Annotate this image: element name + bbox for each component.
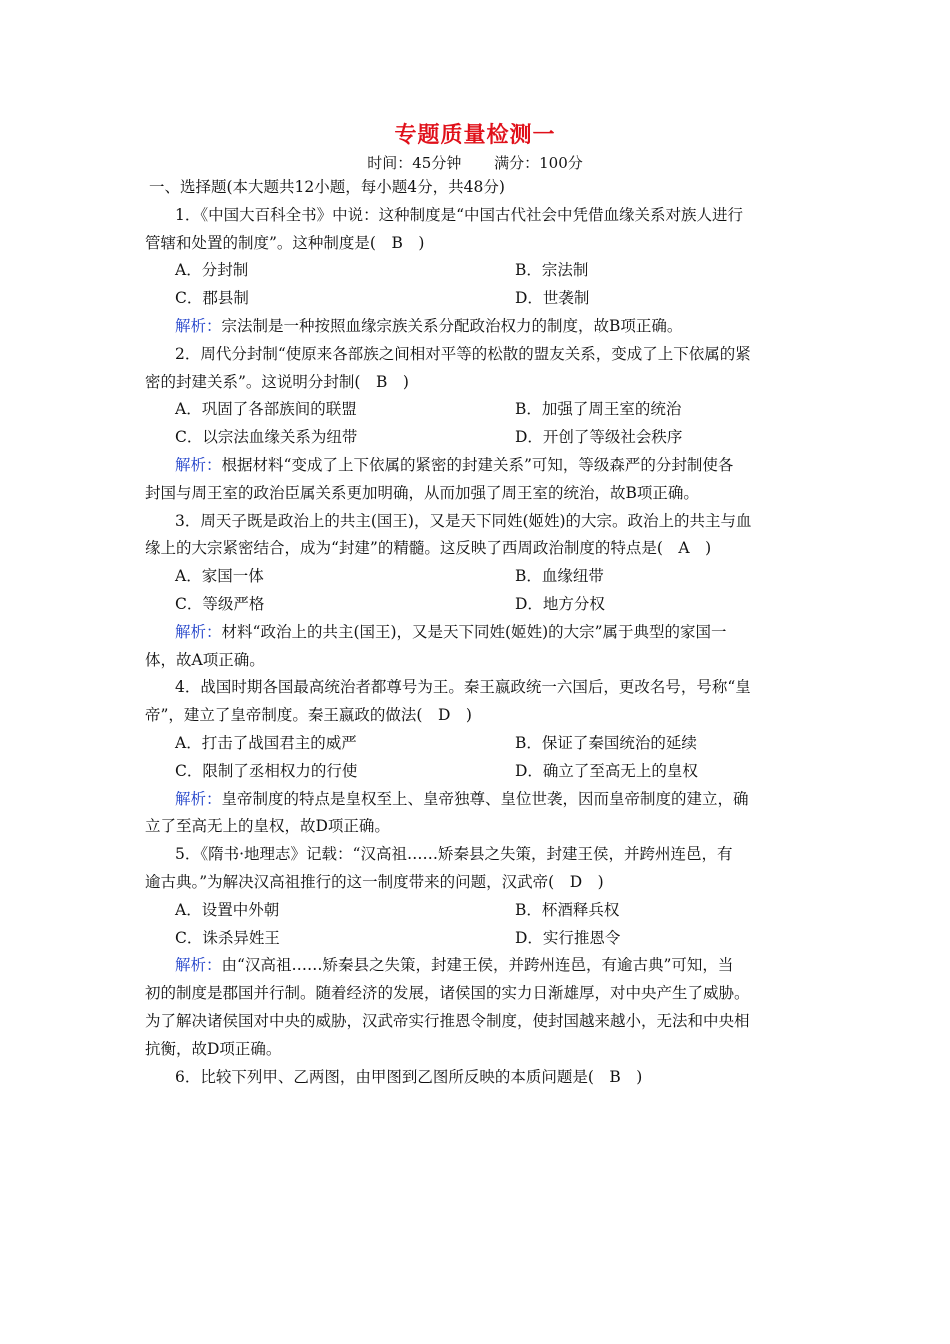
option-a: A．设置中外朝 (175, 900, 280, 919)
question-2-options-row2 (145, 424, 810, 452)
question-5-stem-cont: 逾古典。”为解决汉高祖推行的这一制度带来的问题，汉武帝( D ) (145, 872, 604, 891)
question-3-options-row2 (145, 591, 810, 619)
question-1-stem-cont: 管辖和处置的制度”。这种制度是( B ) (145, 233, 425, 252)
option-d: D．确立了至高无上的皇权 (515, 761, 698, 780)
option-b: B．宗法制 (515, 261, 589, 280)
question-2-explanation: 解析：根据材料“变成了上下依属的紧密的封建关系”可知，等级森严的分封制使各 (175, 455, 734, 474)
explanation-label: 解析： (175, 956, 222, 975)
question-4-stem-cont: 帝”，建立了皇帝制度。秦王嬴政的做法( D ) (145, 706, 472, 725)
page-title: 专题质量检测一 (394, 123, 556, 148)
option-b: B．杯酒释兵权 (515, 900, 620, 919)
option-c: C．郡县制 (175, 289, 249, 308)
question-3-explanation-cont: 体，故A项正确。 (145, 650, 265, 669)
exam-meta (0, 152, 950, 173)
question-2-stem: 2．周代分封制“使原来各部族之间相对平等的松散的盟友关系，变成了上下依属的紧 (175, 344, 751, 363)
question-5-explanation-cont-2: 为了解决诸侯国对中央的威胁，汉武帝实行推恩令制度，使封国越来越小，无法和中央相 (145, 1011, 750, 1030)
option-b: B．血缘纽带 (515, 567, 604, 586)
question-4-stem: 4．战国时期各国最高统治者都尊号为王。秦王嬴政统一六国后，更改名号，号称“皇 (175, 678, 751, 697)
option-d: D．地方分权 (515, 594, 605, 613)
option-a: A．家国一体 (175, 567, 264, 586)
option-d: D．实行推恩令 (515, 928, 621, 947)
option-b: B．加强了周王室的统治 (515, 400, 682, 419)
question-5-explanation-cont-1: 初的制度是郡国并行制。随着经济的发展，诸侯国的实力日渐雄厚，对中央产生了威胁。 (145, 984, 750, 1003)
question-5-explanation: 解析：由“汉高祖……矫秦县之失策，封建王侯，并跨州连邑，有逾古典”可知，当 (175, 956, 734, 975)
question-body (145, 174, 810, 1091)
question-3-stem: 3．周天子既是政治上的共主(国王)，又是天下同姓(姬姓)的大宗。政治上的共主与血 (175, 511, 752, 530)
question-3-explanation: 解析：材料“政治上的共主(国王)，又是天下同姓(姬姓)的大宗”属于典型的家国一 (175, 622, 727, 641)
question-4-explanation: 解析：皇帝制度的特点是皇权至上、皇帝独尊、皇位世袭，因而皇帝制度的建立，确 (175, 789, 749, 808)
explanation-label: 解析： (175, 316, 222, 335)
option-b: B．保证了秦国统治的延续 (515, 733, 697, 752)
question-1-options-row2 (145, 285, 810, 313)
question-3-options-row1 (145, 563, 810, 591)
question-2-explanation-cont: 封国与周王室的政治臣属关系更加明确，从而加强了周王室的统治，故B项正确。 (145, 483, 699, 502)
option-c: C．以宗法血缘关系为纽带 (175, 428, 358, 447)
question-6-stem: 6．比较下列甲、乙两图，由甲图到乙图所反映的本质问题是( B ) (175, 1067, 643, 1086)
question-4-options-row2 (145, 758, 810, 786)
option-c: C．诛杀异姓王 (175, 928, 280, 947)
option-c: C．等级严格 (175, 594, 265, 613)
option-a: A．打击了战国君主的威严 (175, 733, 357, 752)
question-2-options-row1 (145, 396, 810, 424)
question-5-explanation-cont-3: 抗衡，故D项正确。 (145, 1039, 282, 1058)
question-1-options-row1 (145, 257, 810, 285)
full-score: 满分：100分 (494, 154, 583, 172)
option-d: D．开创了等级社会秩序 (515, 428, 683, 447)
question-1-explanation: 解析：宗法制是一种按照血缘宗族关系分配政治权力的制度，故B项正确。 (175, 316, 683, 335)
question-4-options-row1 (145, 730, 810, 758)
explanation-label: 解析： (175, 789, 222, 808)
question-2-stem-cont: 密的封建关系”。这说明分封制( B ) (145, 372, 409, 391)
question-1-stem: 1．《中国大百科全书》中说：这种制度是“中国古代社会中凭借血缘关系对族人进行 (175, 205, 744, 224)
question-4-explanation-cont: 立了至高无上的皇权，故D项正确。 (145, 817, 390, 836)
option-a: A．分封制 (175, 261, 249, 280)
explanation-label: 解析： (175, 622, 222, 641)
question-5-options-row1 (145, 897, 810, 925)
option-a: A．巩固了各部族间的联盟 (175, 400, 357, 419)
section-heading: 一、选择题(本大题共12小题，每小题4分，共48分) (149, 178, 505, 196)
option-c: C．限制了丞相权力的行使 (175, 761, 358, 780)
question-5-options-row2 (145, 925, 810, 953)
question-5-stem: 5．《隋书·地理志》记载：“汉高祖……矫秦县之失策，封建王侯，并跨州连邑，有 (175, 845, 733, 864)
time-limit: 时间：45分钟 (367, 154, 462, 172)
option-d: D．世袭制 (515, 289, 590, 308)
question-3-stem-cont: 缘上的大宗紧密结合，成为“封建”的精髓。这反映了西周政治制度的特点是( A ) (145, 539, 712, 558)
explanation-label: 解析： (175, 455, 222, 474)
